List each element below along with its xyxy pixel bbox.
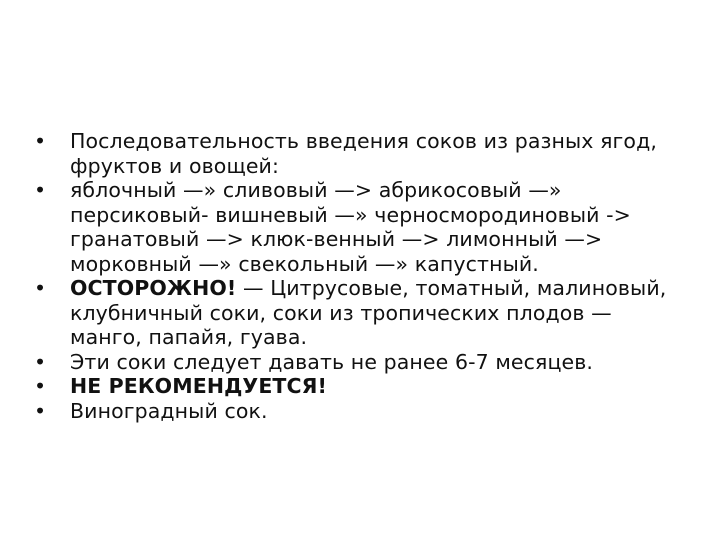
list-item-text: — Цитрусовые, томатный, малиновый, клубничный соки, соки из тропических плодов — манго, папайя, гуава. [70, 276, 667, 349]
list-item-not-recommended [34, 374, 684, 399]
list-item-juice-sequence [34, 129, 684, 178]
bullet-icon: • [34, 398, 47, 423]
list-item-text: Виноградный сок. [70, 398, 268, 423]
list-item-text: яблочный —» сливовый —> абрикосовый —» персиковый- вишневый —» черносмородиновый -> гранатовый —> клюк-венный —> лимонный —> морковный —» свекольный —» капустный. [70, 178, 631, 276]
bullet-icon: • [34, 129, 47, 153]
bullet-icon: • [34, 178, 47, 202]
bullet-icon: • [34, 349, 47, 374]
list-item-grape-juice [34, 399, 684, 424]
list-item-caution [34, 276, 684, 350]
list-item-text: Последовательность введения соков из разных ягод, фруктов и овощей: [70, 129, 657, 178]
bullet-list [34, 129, 684, 423]
list-item-text: Эти соки следует давать не ранее 6-7 месяцев. [70, 349, 594, 374]
bullet-icon: • [34, 374, 47, 398]
bullet-icon: • [34, 276, 47, 300]
not-recommended-label: НЕ РЕКОМЕНДУЕТСЯ! [70, 374, 327, 398]
list-item-juice-order [34, 178, 684, 276]
caution-label: ОСТОРОЖНО! [70, 276, 237, 300]
list-item-age-note [34, 350, 684, 375]
